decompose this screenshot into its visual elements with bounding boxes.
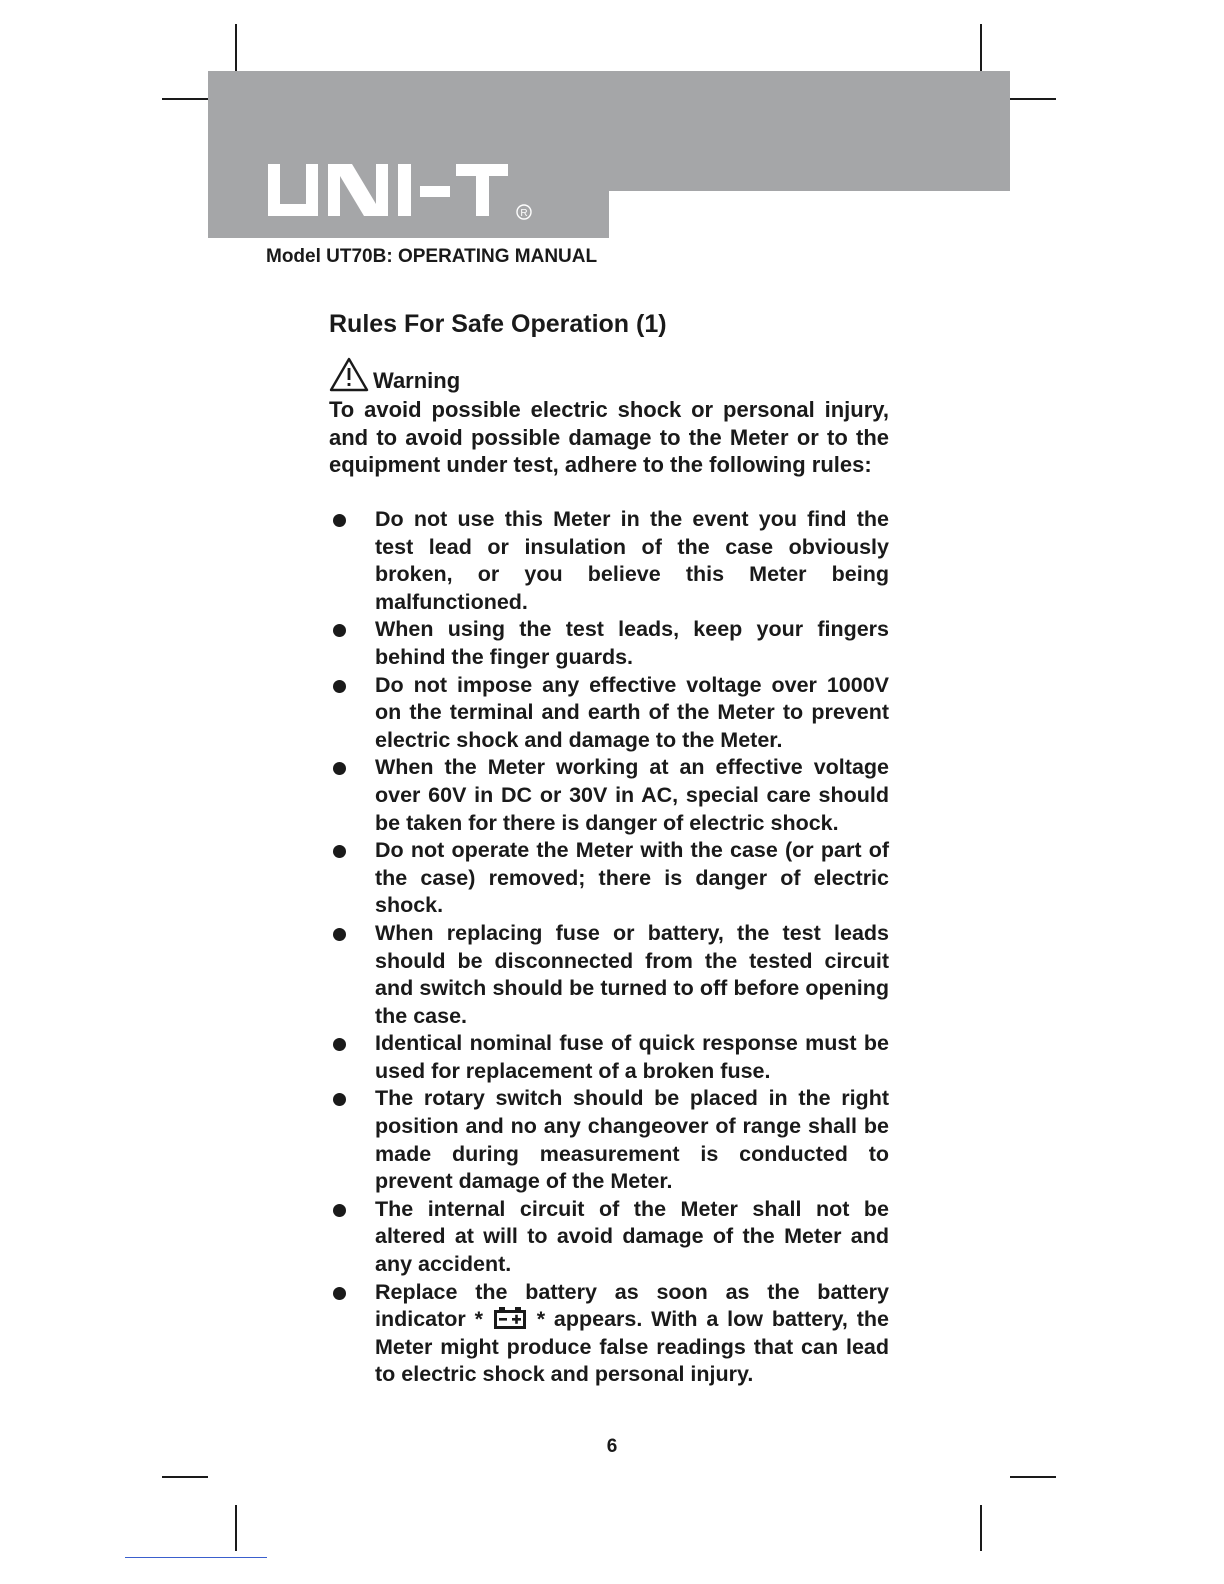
battery-indicator-icon xyxy=(494,1307,526,1329)
rule-text: The internal circuit of the Meter shall not be altered at will to avoid damage of the Meter and any accident. xyxy=(375,1196,889,1277)
rule-text: Do not impose any effective voltage over 1000V on the terminal and earth of the Meter to prevent electric shock and damage to the Meter. xyxy=(375,672,889,752)
bullet-icon xyxy=(333,1287,346,1300)
rule-text: When the Meter working at an effective voltage over 60V in DC or 30V in AC, special care should be taken for there is danger of electric shock. xyxy=(375,755,889,835)
crop-mark-bottom-left xyxy=(235,1505,237,1551)
crop-mark-bottom-right xyxy=(980,1505,982,1551)
bullet-icon xyxy=(333,680,346,693)
crop-mark-top-left xyxy=(235,24,237,71)
rule-text: When replacing fuse or battery, the test leads should be disconnected from the tested circuit and switch should be turned to off before opening the case. xyxy=(375,920,889,1028)
list-item xyxy=(329,920,889,1030)
manual-model-title: Model UT70B: OPERATING MANUAL xyxy=(266,246,598,267)
rule-text: When using the test leads, keep your fingers behind the finger guards. xyxy=(375,617,889,669)
list-item-battery xyxy=(329,1279,889,1389)
footer-rule xyxy=(125,1557,267,1558)
list-item xyxy=(329,754,889,837)
page-number: 6 xyxy=(606,1436,618,1457)
crop-mark-left-top xyxy=(162,98,208,100)
bullet-icon xyxy=(333,762,346,775)
svg-text:R: R xyxy=(520,208,528,219)
bullet-icon xyxy=(333,1204,346,1217)
bullet-icon xyxy=(333,1038,346,1051)
rule-text: Do not operate the Meter with the case (or part of the case) removed; there is danger of electric shock. xyxy=(375,838,889,918)
crop-mark-left-bottom xyxy=(162,1476,208,1478)
rule-text-after: * appears. With a low battery, the Meter might produce false readings that can lead to electric shock and personal injury. xyxy=(375,1307,889,1387)
bullet-icon xyxy=(333,1093,346,1106)
list-item xyxy=(329,1085,889,1195)
bullet-icon xyxy=(333,928,346,941)
list-item xyxy=(329,1030,889,1085)
crop-mark-top-right xyxy=(980,24,982,71)
bullet-icon xyxy=(333,845,346,858)
safety-rules-list xyxy=(329,506,889,1389)
crop-mark-right-top xyxy=(1010,98,1056,100)
list-item xyxy=(329,506,889,616)
list-item xyxy=(329,616,889,671)
list-item xyxy=(329,1196,889,1279)
bullet-icon xyxy=(333,514,346,527)
brand-logo xyxy=(266,160,546,224)
rule-text-before: Replace the battery as soon as the battery indicator * xyxy=(375,1279,889,1332)
warning-label: Warning xyxy=(373,368,461,393)
crop-mark-right-bottom xyxy=(1010,1476,1056,1478)
warning-triangle-icon xyxy=(329,356,369,392)
bullet-icon xyxy=(333,624,346,637)
rule-text: Do not use this Meter in the event you find the test lead or insulation of the case obviously broken, or you believe this Meter being malfunctioned. xyxy=(375,507,889,614)
rule-text: The rotary switch should be placed in the right position and no any changeover of range shall be made during measurement is conducted to prevent damage of the Meter. xyxy=(375,1086,889,1194)
rule-text: Identical nominal fuse of quick response must be used for replacement of a broken fuse. xyxy=(375,1031,889,1083)
list-item xyxy=(329,837,889,920)
warning-intro: To avoid possible electric shock or personal injury, and to avoid possible damage to the Meter or to the equipment under test, adhere to the following rules: xyxy=(329,397,889,477)
list-item xyxy=(329,672,889,755)
section-title: Rules For Safe Operation (1) xyxy=(329,310,667,338)
